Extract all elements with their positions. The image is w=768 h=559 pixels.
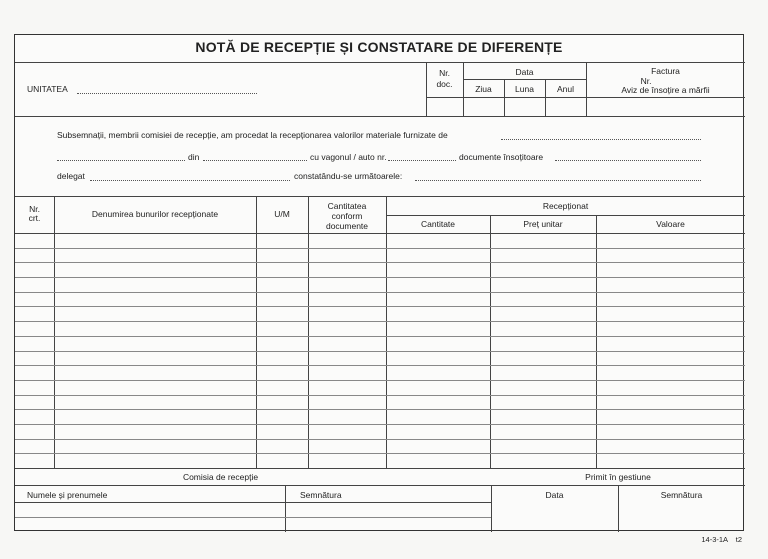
delegat-field[interactable] — [90, 180, 290, 181]
footer-row-line-2 — [15, 517, 491, 518]
statement-line-1: Subsemnații, membrii comisiei de recepție, am procedat la recepționarea valorilor materiale furnizate de — [57, 130, 448, 140]
table-row[interactable] — [15, 395, 745, 396]
col-cant-conf-3: documente — [325, 221, 369, 231]
data-footer-label: Data — [545, 490, 564, 500]
documente-field[interactable] — [555, 160, 701, 161]
table-row[interactable] — [15, 365, 745, 366]
nr-doc-label-2: doc. — [436, 79, 453, 89]
footer-header-line — [15, 485, 745, 486]
table-bottom-border — [15, 468, 745, 469]
col-cant-conf-1: Cantitatea — [327, 201, 367, 211]
table-top-border — [15, 196, 745, 197]
col-divider-nr — [54, 196, 55, 468]
table-row[interactable] — [15, 248, 745, 249]
col-receptionat-header: Recepționat — [542, 201, 589, 211]
factura-nr-label: Nr. — [640, 76, 652, 86]
receptionat-sub-line — [386, 215, 745, 216]
supplier-continued-field[interactable] — [57, 160, 185, 161]
header-values-line — [426, 97, 745, 98]
delegat-label: delegat — [57, 171, 85, 181]
table-header-bottom — [15, 233, 745, 234]
factura-label: Factura — [651, 66, 680, 76]
form-title: NOTĂ DE RECEPȚIE ȘI CONSTATARE DE DIFERENȚE — [195, 39, 563, 55]
numele-label: Numele și prenumele — [27, 490, 108, 500]
footer-row-line-1 — [15, 502, 491, 503]
col-divider-cant-conf — [386, 196, 387, 468]
vagon-field[interactable] — [388, 160, 456, 161]
semnatura2-label: Semnătura — [660, 490, 703, 500]
form-sheet — [14, 34, 744, 531]
table-row[interactable] — [15, 439, 745, 440]
table-row[interactable] — [15, 277, 745, 278]
form-code — [701, 535, 742, 544]
col-crt-header: crt. — [28, 213, 41, 223]
din-field[interactable] — [203, 160, 307, 161]
data-label: Data — [515, 67, 534, 77]
col-divider-um — [308, 196, 309, 468]
comisia-label: Comisia de recepție — [182, 472, 259, 482]
col-cant-conf-2: conform — [331, 211, 363, 221]
data-header-line — [463, 79, 586, 80]
unitatea-label: UNITATEA — [27, 84, 68, 94]
table-row[interactable] — [15, 380, 745, 381]
anul-label: Anul — [556, 84, 574, 94]
din-label: din — [188, 152, 200, 162]
col-pret-header: Preț unitar — [523, 219, 563, 229]
vagon-label: cu vagonul / auto nr. — [310, 152, 387, 162]
header-bottom-line — [426, 116, 745, 117]
table-row[interactable] — [15, 409, 745, 410]
constat-field[interactable] — [415, 180, 701, 181]
col-divider-pret — [596, 215, 597, 468]
unitatea-field[interactable] — [77, 93, 257, 94]
title-divider — [15, 62, 745, 63]
supplier-field[interactable] — [501, 139, 701, 140]
table-row[interactable] — [15, 453, 745, 454]
form-code-suffix: t2 — [735, 535, 742, 544]
constat-label: constatându-se următoarele: — [294, 171, 403, 181]
documente-label: documente însoțitoare — [459, 152, 544, 162]
luna-label: Luna — [515, 84, 534, 94]
table-row[interactable] — [15, 321, 745, 322]
col-cantitate-header: Cantitate — [420, 219, 456, 229]
col-denumire-header: Denumirea bunurilor recepționate — [91, 209, 219, 219]
aviz-label: Aviz de însoțire a mărfii — [621, 85, 710, 95]
table-row[interactable] — [15, 336, 745, 337]
nr-doc-label: Nr. — [439, 68, 450, 78]
col-nr-header: Nr. — [29, 204, 40, 214]
table-row[interactable] — [15, 424, 745, 425]
col-um-header: U/M — [274, 209, 290, 219]
footer-numele-divider — [285, 485, 286, 532]
col-divider-cantitate — [490, 215, 491, 468]
table-row[interactable] — [15, 292, 745, 293]
table-row[interactable] — [15, 262, 745, 263]
primit-label: Primit în gestiune — [585, 472, 651, 482]
form-code-number: 14-3-1A — [701, 535, 728, 544]
header-left-bottom — [15, 116, 426, 117]
semnatura-label: Semnătura — [300, 490, 342, 500]
col-divider-denumire — [256, 196, 257, 468]
table-row[interactable] — [15, 351, 745, 352]
table-row[interactable] — [15, 306, 745, 307]
ziua-label: Ziua — [475, 84, 492, 94]
col-valoare-header: Valoare — [656, 219, 685, 229]
